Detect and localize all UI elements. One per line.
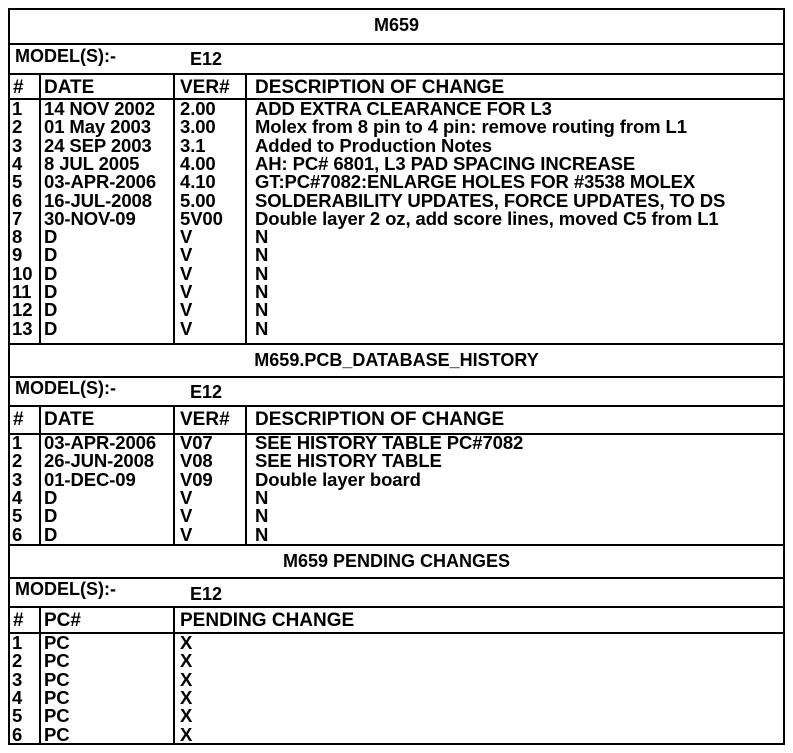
table-cell-version: V08 bbox=[180, 450, 213, 472]
row-number: 5 bbox=[12, 505, 23, 527]
table-cell-description: N bbox=[255, 244, 269, 266]
table-cell-pending-change: X bbox=[180, 705, 193, 727]
column-header-pc: PC# bbox=[44, 610, 81, 631]
rule bbox=[39, 405, 41, 544]
table-cell-date: 01 May 2003 bbox=[44, 116, 151, 138]
rule bbox=[8, 606, 785, 608]
table-cell-description: N bbox=[255, 486, 269, 508]
table-cell-description: N bbox=[255, 281, 269, 302]
rule bbox=[39, 73, 41, 343]
table-cell-description: N bbox=[255, 262, 269, 284]
table-cell-pc: PC bbox=[44, 668, 70, 690]
table-cell-description: GT:PC#7082:ENLARGE HOLES FOR #3538 MOLEX bbox=[255, 171, 696, 193]
row-number: 4 bbox=[12, 686, 23, 708]
table-cell-version: V09 bbox=[180, 468, 213, 490]
model-value: E12 bbox=[190, 49, 223, 69]
row-number: 6 bbox=[12, 723, 23, 745]
rule bbox=[8, 743, 785, 745]
rule bbox=[8, 577, 785, 579]
row-number: 6 bbox=[12, 523, 23, 545]
row-number: 9 bbox=[12, 244, 23, 266]
section-title: M659 PENDING CHANGES bbox=[282, 551, 511, 571]
row-number: 1 bbox=[12, 432, 23, 453]
model-value: E12 bbox=[190, 584, 223, 604]
rule bbox=[8, 544, 785, 546]
table-cell-pc: PC bbox=[44, 686, 70, 708]
table-cell-date: 8 JUL 2005 bbox=[44, 152, 140, 174]
table-cell-version: V bbox=[180, 486, 193, 508]
table-cell-version: V bbox=[180, 281, 193, 302]
table-cell-version: V bbox=[180, 317, 193, 339]
row-number: 1 bbox=[12, 632, 23, 653]
rule bbox=[173, 606, 175, 745]
row-number: 3 bbox=[12, 468, 23, 490]
column-header-description: DESCRIPTION OF CHANGE bbox=[255, 77, 505, 98]
column-header-number: # bbox=[13, 77, 24, 98]
column-header-number: # bbox=[13, 610, 24, 631]
row-number: 3 bbox=[12, 668, 23, 690]
row-number: 5 bbox=[12, 171, 23, 193]
rule bbox=[8, 632, 785, 634]
table-cell-pc: PC bbox=[44, 705, 70, 727]
row-number: 3 bbox=[12, 134, 23, 156]
table-cell-version: V bbox=[180, 244, 193, 266]
table-cell-pc: PC bbox=[44, 650, 70, 672]
row-number: 8 bbox=[12, 226, 23, 248]
rule bbox=[8, 343, 785, 345]
table-cell-version: V bbox=[180, 523, 193, 545]
table-cell-date: 01-DEC-09 bbox=[44, 468, 136, 490]
rule bbox=[39, 606, 41, 745]
rule bbox=[245, 73, 247, 343]
table-cell-date: 16-JUL-2008 bbox=[44, 189, 152, 211]
rule bbox=[8, 405, 785, 407]
row-number: 6 bbox=[12, 189, 23, 211]
table-cell-pc: PC bbox=[44, 632, 70, 653]
table-cell-description: Added to Production Notes bbox=[255, 134, 492, 156]
table-cell-version: 2.00 bbox=[180, 98, 216, 119]
table-cell-date: D bbox=[44, 262, 58, 284]
table-cell-description: AH: PC# 6801, L3 PAD SPACING INCREASE bbox=[255, 152, 636, 174]
table-cell-pending-change: X bbox=[180, 668, 193, 690]
table-cell-date: 30-NOV-09 bbox=[44, 207, 136, 229]
table-cell-description: ADD EXTRA CLEARANCE FOR L3 bbox=[255, 98, 552, 119]
table-cell-date: D bbox=[44, 486, 58, 508]
table-cell-description: Double layer 2 oz, add score lines, moved C5 from L1 bbox=[255, 207, 719, 229]
table-cell-version: V bbox=[180, 262, 193, 284]
rule bbox=[8, 376, 785, 378]
model-label: MODEL(S):- bbox=[15, 46, 116, 66]
table-cell-date: D bbox=[44, 505, 58, 527]
section-title: M659.PCB_DATABASE_HISTORY bbox=[254, 350, 539, 370]
table-cell-version: 5.00 bbox=[180, 189, 216, 211]
row-number: 2 bbox=[12, 450, 23, 472]
column-header-version: VER# bbox=[180, 409, 230, 430]
rule bbox=[8, 8, 10, 745]
table-cell-version: 5V00 bbox=[180, 207, 223, 229]
rule bbox=[8, 73, 785, 75]
table-cell-description: N bbox=[255, 523, 269, 545]
rule bbox=[783, 8, 785, 745]
row-number: 2 bbox=[12, 650, 23, 672]
table-cell-description: Double layer board bbox=[255, 468, 421, 490]
column-header-version: VER# bbox=[180, 77, 230, 98]
row-number: 4 bbox=[12, 152, 23, 174]
table-cell-date: 24 SEP 2003 bbox=[44, 134, 152, 156]
table-cell-description: SEE HISTORY TABLE bbox=[255, 450, 442, 472]
row-number: 7 bbox=[12, 207, 23, 229]
model-label: MODEL(S):- bbox=[15, 579, 116, 599]
row-number: 4 bbox=[12, 486, 23, 508]
table-cell-pending-change: X bbox=[180, 686, 193, 708]
table-cell-description: SOLDERABILITY UPDATES, FORCE UPDATES, TO DS bbox=[255, 189, 726, 211]
table-cell-version: V bbox=[180, 505, 193, 527]
table-cell-date: 03-APR-2006 bbox=[44, 432, 157, 453]
column-header-pending-change: PENDING CHANGE bbox=[180, 610, 355, 631]
rule bbox=[8, 8, 785, 10]
row-number: 2 bbox=[12, 116, 23, 138]
table-cell-date: D bbox=[44, 299, 58, 321]
table-cell-date: 26-JUN-2008 bbox=[44, 450, 154, 472]
table-cell-date: 14 NOV 2002 bbox=[44, 98, 156, 119]
column-header-date: DATE bbox=[44, 77, 95, 98]
table-cell-version: V bbox=[180, 226, 193, 248]
column-header-description: DESCRIPTION OF CHANGE bbox=[255, 409, 505, 430]
table-cell-pending-change: X bbox=[180, 632, 193, 653]
table-cell-date: D bbox=[44, 281, 58, 302]
table-cell-description: N bbox=[255, 505, 269, 527]
column-header-date: DATE bbox=[44, 409, 95, 430]
row-number: 13 bbox=[12, 317, 33, 339]
table-cell-description: N bbox=[255, 317, 269, 339]
table-cell-pc: PC bbox=[44, 723, 70, 745]
table-cell-version: 4.10 bbox=[180, 171, 216, 193]
table-cell-date: D bbox=[44, 244, 58, 266]
row-number: 11 bbox=[12, 281, 32, 302]
table-cell-date: D bbox=[44, 317, 58, 339]
row-number: 1 bbox=[12, 98, 23, 119]
column-header-number: # bbox=[13, 409, 24, 430]
row-number: 5 bbox=[12, 705, 23, 727]
table-cell-description: N bbox=[255, 226, 269, 248]
table-cell-description: SEE HISTORY TABLE PC#7082 bbox=[255, 432, 524, 453]
table-cell-version: 3.1 bbox=[180, 134, 206, 156]
row-number: 12 bbox=[12, 299, 33, 321]
table-cell-version: V07 bbox=[180, 432, 213, 453]
section-title: M659 bbox=[373, 15, 420, 35]
rule bbox=[245, 405, 247, 544]
table-cell-pending-change: X bbox=[180, 650, 193, 672]
table-cell-description: N bbox=[255, 299, 269, 321]
table-cell-version: 4.00 bbox=[180, 152, 216, 174]
table-cell-date: 03-APR-2006 bbox=[44, 171, 157, 193]
model-label: MODEL(S):- bbox=[15, 378, 116, 398]
table-cell-version: V bbox=[180, 299, 193, 321]
rule bbox=[8, 43, 785, 45]
table-cell-version: 3.00 bbox=[180, 116, 216, 138]
rule bbox=[173, 405, 175, 544]
table-cell-date: D bbox=[44, 226, 58, 248]
table-cell-description: Molex from 8 pin to 4 pin: remove routing from L1 bbox=[255, 116, 687, 138]
model-value: E12 bbox=[190, 382, 223, 402]
table-cell-pending-change: X bbox=[180, 723, 193, 745]
rule bbox=[173, 73, 175, 343]
row-number: 10 bbox=[12, 262, 33, 284]
table-cell-date: D bbox=[44, 523, 58, 545]
